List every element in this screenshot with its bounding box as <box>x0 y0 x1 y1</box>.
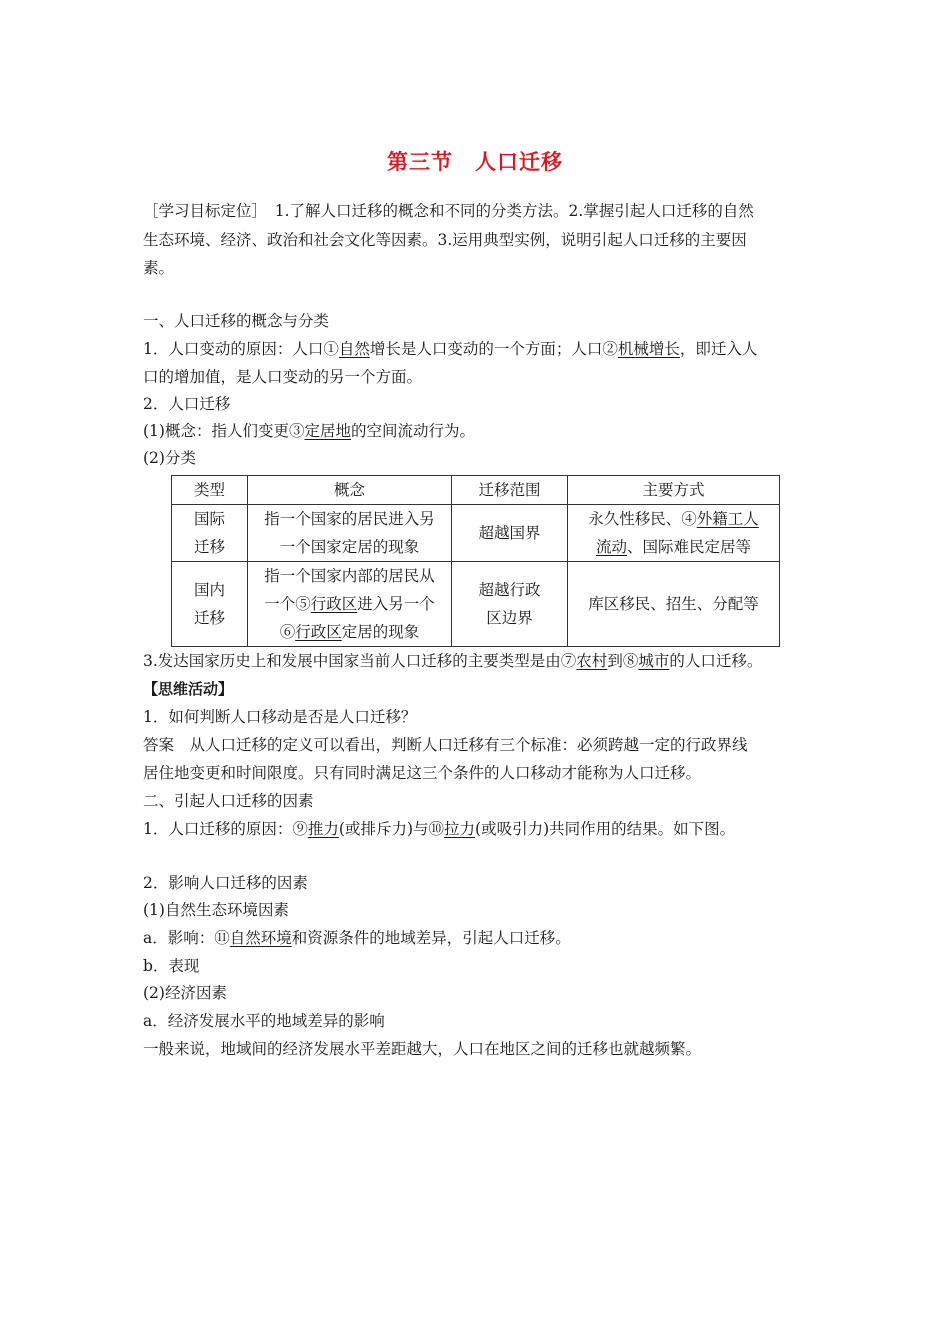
text: 一个国家定居的现象 <box>279 538 420 556</box>
answer-blank-10: 拉力 <box>444 820 476 838</box>
text: 国内 <box>193 581 225 599</box>
answer-blank-4-cont: 流动 <box>595 538 627 556</box>
learning-goals-line-3: 素。 <box>143 259 175 277</box>
item-migration: 2．人口迁移 <box>143 395 231 413</box>
text: (或排斥力)与⑩ <box>338 820 444 838</box>
learning-goals-line-2: 生态环境、经济、政治和社会文化等因素。3.运用典型实例，说明引起人口迁移的主要因 <box>143 231 747 249</box>
thinking-answer-line-1: 答案 从人口迁移的定义可以看出，判断人口迁移有三个标准：必须跨越一定的行政界线 <box>143 736 748 754</box>
table-header-cell: 类型 <box>172 476 248 505</box>
text: 到⑧ <box>607 652 639 670</box>
table-header-cell: 主要方式 <box>568 476 780 505</box>
text: 、国际难民定居等 <box>627 538 752 556</box>
item-economic-influence: a．经济发展水平的地域差异的影响 <box>143 1012 385 1030</box>
section-1-heading: 一、人口迁移的概念与分类 <box>143 312 330 330</box>
text: 增长是人口变动的一个方面；人口② <box>369 340 618 358</box>
text: 指一个国家的居民进入另 <box>264 510 435 528</box>
text: 迁移 <box>193 538 225 556</box>
paragraph-economic-gap: 一般来说，地域间的经济发展水平差距越大，人口在地区之间的迁移也就越频繁。 <box>143 1040 702 1058</box>
text: 的空间流动行为。 <box>350 422 475 440</box>
item-natural-factors: (1)自然生态环境因素 <box>143 901 289 919</box>
table-cell: 库区移民、招生、分配等 <box>568 562 780 647</box>
classification-table <box>171 475 780 647</box>
table-header-cell: 概念 <box>248 476 452 505</box>
text: 区边界 <box>486 609 533 627</box>
answer-blank-11: 自然环境 <box>229 929 292 947</box>
page-title: 第三节 人口迁移 <box>387 150 563 174</box>
text: 超越行政 <box>478 581 541 599</box>
text: 定居的现象 <box>341 623 420 641</box>
item-factors: 2．影响人口迁移的因素 <box>143 874 308 892</box>
item-manifestation: b．表现 <box>143 957 200 975</box>
thinking-activity-heading: 【思维活动】 <box>143 680 234 698</box>
answer-blank-4: 外籍工人 <box>696 510 759 528</box>
text: a．影响：⑪ <box>143 929 230 947</box>
text: 永久性移民、④ <box>588 510 697 528</box>
answer-blank-9: 推力 <box>307 820 339 838</box>
text: 和资源条件的地域差异，引起人口迁移。 <box>291 929 571 947</box>
learning-goals-line-1: ［学习目标定位］ 1.了解人口迁移的概念和不同的分类方法。2.掌握引起人口迁移的自然 <box>143 202 754 220</box>
paragraph-main-migration-type <box>143 650 813 672</box>
table-header-row <box>172 476 780 505</box>
text: 1．人口变动的原因：人口① <box>143 340 339 358</box>
paragraph-natural-influence <box>143 927 813 949</box>
text: 1．人口迁移的原因：⑨ <box>143 820 308 838</box>
text: ，即迁入人 <box>679 340 758 358</box>
answer-blank-6: 行政区 <box>295 623 342 641</box>
answer-blank-3: 定居地 <box>304 422 351 440</box>
thinking-answer-line-2: 居住地变更和时间限度。只有同时满足这三个条件的人口移动才能称为人口迁移。 <box>143 764 702 782</box>
answer-blank-8: 城市 <box>638 652 670 670</box>
table-header-cell: 迁移范围 <box>452 476 568 505</box>
table-row <box>172 562 780 647</box>
table-cell <box>248 562 452 647</box>
table-cell: 超越国界 <box>452 505 568 562</box>
table-cell <box>568 505 780 562</box>
answer-blank-5: 行政区 <box>310 595 358 613</box>
paragraph-population-change-cont: 口的增加值，是人口变动的另一个方面。 <box>143 368 423 386</box>
table-cell <box>172 562 248 647</box>
text: (或吸引力)共同作用的结果。如下图。 <box>475 820 736 838</box>
text: 3.发达国家历史上和发展中国家当前人口迁移的主要类型是由⑦ <box>143 652 577 670</box>
text: 国际 <box>193 510 225 528</box>
thinking-question: 1．如何判断人口移动是否是人口迁移？ <box>143 708 417 726</box>
text: 进入另一个 <box>357 595 435 613</box>
table-row <box>172 505 780 562</box>
table-cell <box>248 505 452 562</box>
item-economic-factors: (2)经济因素 <box>143 984 227 1002</box>
text: 指一个国家内部的居民从 <box>264 567 435 585</box>
text: 迁移 <box>193 609 225 627</box>
paragraph-population-change <box>143 338 813 360</box>
answer-blank-1: 自然 <box>338 340 370 358</box>
item-classification: (2)分类 <box>143 449 196 467</box>
text: (1)概念：指人们变更③ <box>143 422 305 440</box>
section-2-heading: 二、引起人口迁移的因素 <box>143 792 314 810</box>
paragraph-concept <box>143 420 813 442</box>
text: 一个⑤ <box>264 595 311 613</box>
text: ⑥ <box>279 623 296 641</box>
table-cell <box>452 562 568 647</box>
paragraph-migration-causes <box>143 818 813 840</box>
table-cell <box>172 505 248 562</box>
text: 的人口迁移。 <box>669 652 763 670</box>
answer-blank-2: 机械增长 <box>617 340 680 358</box>
answer-blank-7: 农村 <box>576 652 608 670</box>
